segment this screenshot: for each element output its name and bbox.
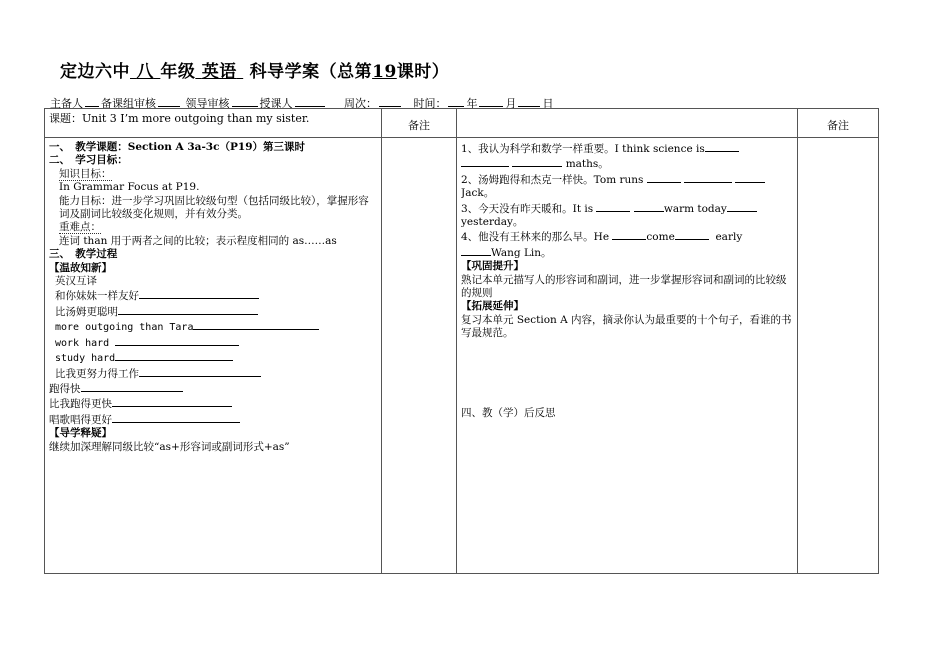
review-heading: 【温故知新】: [49, 261, 112, 274]
exercise-4-cont: Wang Lin。: [461, 245, 793, 260]
exercise-3-cont: yesterday。: [461, 216, 524, 229]
teacher-label: 授课人: [259, 97, 293, 110]
left-notes-cell[interactable]: [382, 138, 457, 574]
phrase-item-5: study hard: [49, 350, 377, 365]
knowledge-goal-text: In Grammar Focus at P19.: [59, 181, 200, 194]
week-blank[interactable]: [379, 96, 401, 107]
day-blank[interactable]: [518, 96, 540, 107]
consolidate-heading: 【巩固提升】: [461, 260, 524, 273]
year-blank[interactable]: [448, 96, 464, 107]
exercise-3-blank-c[interactable]: [727, 201, 757, 212]
grade-suffix: 年级: [160, 62, 196, 82]
phrase-item-6: 比我更努力得工作: [49, 366, 377, 381]
exercise-3: 3、今天没有昨天暖和。It is warm today: [461, 201, 793, 216]
lesson-plan-table: [44, 108, 879, 574]
week-label: 周次：: [343, 97, 377, 110]
subject-value: 英语: [201, 62, 237, 82]
exercise-1-blank-b[interactable]: [461, 156, 509, 167]
phrase-item-2: 比汤姆更聪明: [49, 304, 377, 319]
answer-blank-2[interactable]: [118, 304, 258, 315]
exercise-4-blank-c[interactable]: [461, 245, 491, 256]
exercise-2-blank-b[interactable]: [684, 172, 732, 183]
note-header-1: [382, 109, 457, 138]
school-name: 定边六中: [60, 62, 130, 82]
lesson-number: 19: [372, 62, 397, 82]
exercise-2-blank-a[interactable]: [647, 172, 681, 183]
grade-value: 八: [136, 62, 154, 82]
year-label: 年: [466, 97, 478, 110]
extension-text: 复习本单元 Section A 内容，摘录你认为最重要的十个句子，看谁的书写最规范。: [461, 313, 792, 340]
doc-type: 科导学案（总第: [249, 62, 373, 82]
teacher-blank[interactable]: [295, 96, 325, 107]
month-label: 月: [505, 97, 517, 110]
extension-heading: 【拓展延伸】: [461, 300, 524, 313]
ability-goal-text: 能力目标：进一步学习巩固比较级句型（包括同级比较），掌握形容词及副词比较级变化规则，并有效分类。: [59, 194, 369, 221]
note-label-1: 备注: [408, 119, 430, 132]
exercise-2: 2、汤姆跑得和杰克一样快。Tom runs: [461, 172, 793, 187]
time-label: 时间：: [413, 97, 447, 110]
exercise-1: 1、我认为科学和数学一样重要。I think science is: [461, 141, 793, 156]
answer-blank-6[interactable]: [139, 366, 261, 377]
answer-blank-3[interactable]: [193, 319, 319, 330]
day-label: 日: [542, 97, 554, 110]
exercise-3-blank-b[interactable]: [634, 201, 664, 212]
answer-blank-4[interactable]: [115, 335, 239, 346]
section-3-heading: 三、 教学过程: [49, 248, 118, 261]
section-4-heading: 四、教（学）后反思: [461, 406, 556, 419]
exercise-4-blank-a[interactable]: [612, 229, 646, 240]
key-points-label: 重难点：: [59, 221, 101, 234]
guidance-text: 继续加深理解同级比较“as+形容词或副词形式+as”: [49, 440, 290, 453]
exercise-2-cont: Jack。: [461, 187, 495, 200]
group-review-label: 备课组审核: [101, 97, 156, 110]
phrase-item-4: work hard: [49, 335, 377, 350]
lesson-suffix: 课时）: [396, 62, 450, 82]
phrase-item-7: 跑得快: [49, 381, 377, 396]
phrase-item-8: 比我跑得更快: [49, 396, 377, 411]
exercise-1-blank-c[interactable]: [512, 156, 562, 167]
answer-blank-5[interactable]: [115, 350, 233, 361]
header-row: [45, 109, 879, 138]
answer-blank-1[interactable]: [139, 288, 259, 299]
right-notes-cell[interactable]: [798, 138, 879, 574]
consolidate-text: 熟记本单元描写人的形容词和副词，进一步掌握形容词和副词的比较级的规则: [461, 273, 787, 300]
right-content-cell: [457, 138, 798, 574]
answer-blank-8[interactable]: [112, 396, 232, 407]
section-2-heading: 二、 学习目标：: [49, 154, 128, 167]
phrase-item-9: 唱歌唱得更好: [49, 412, 377, 427]
preparer-blank[interactable]: [85, 96, 99, 107]
group-review-blank[interactable]: [158, 96, 180, 107]
body-row: [45, 138, 879, 574]
month-blank[interactable]: [479, 96, 503, 107]
extension-answer-space[interactable]: [461, 341, 793, 407]
topic-text: 课题：Unit 3 I’m more outgoing than my sister.: [49, 112, 310, 125]
note-header-2: [798, 109, 879, 138]
key-points-text: 连词 than 用于两者之间的比较；表示程度相同的 as……as: [59, 234, 337, 247]
leader-review-label: 领导审核: [185, 97, 230, 110]
exercise-3-blank-a[interactable]: [596, 201, 630, 212]
translate-instruction: 英汉互译: [55, 275, 97, 288]
section-1-heading: 一、 教学课题：Section A 3a-3c（P19）第三课时: [49, 141, 306, 153]
exercise-4: 4、他没有王林来的那么早。He come early: [461, 231, 743, 244]
exercise-1-cont: maths。: [461, 156, 793, 171]
answer-blank-9[interactable]: [112, 412, 240, 423]
exercise-1-blank-a[interactable]: [705, 141, 739, 152]
guidance-heading: 【导学释疑】: [49, 427, 112, 440]
preparer-label: 主备人: [50, 97, 83, 110]
exercise-2-blank-c[interactable]: [735, 172, 765, 183]
phrase-item-1: 和你妹妹一样友好: [49, 288, 377, 303]
right-header-cell: [457, 109, 798, 138]
document-title: [60, 57, 449, 82]
topic-cell: [45, 109, 382, 138]
leader-review-blank[interactable]: [232, 96, 258, 107]
phrase-item-3: more outgoing than Tara: [49, 319, 377, 334]
exercise-4-blank-b[interactable]: [675, 229, 709, 240]
knowledge-goal-label: 知识目标：: [59, 167, 112, 180]
left-content-cell: [45, 138, 382, 574]
note-label-2: 备注: [827, 119, 849, 132]
answer-blank-7[interactable]: [81, 381, 183, 392]
